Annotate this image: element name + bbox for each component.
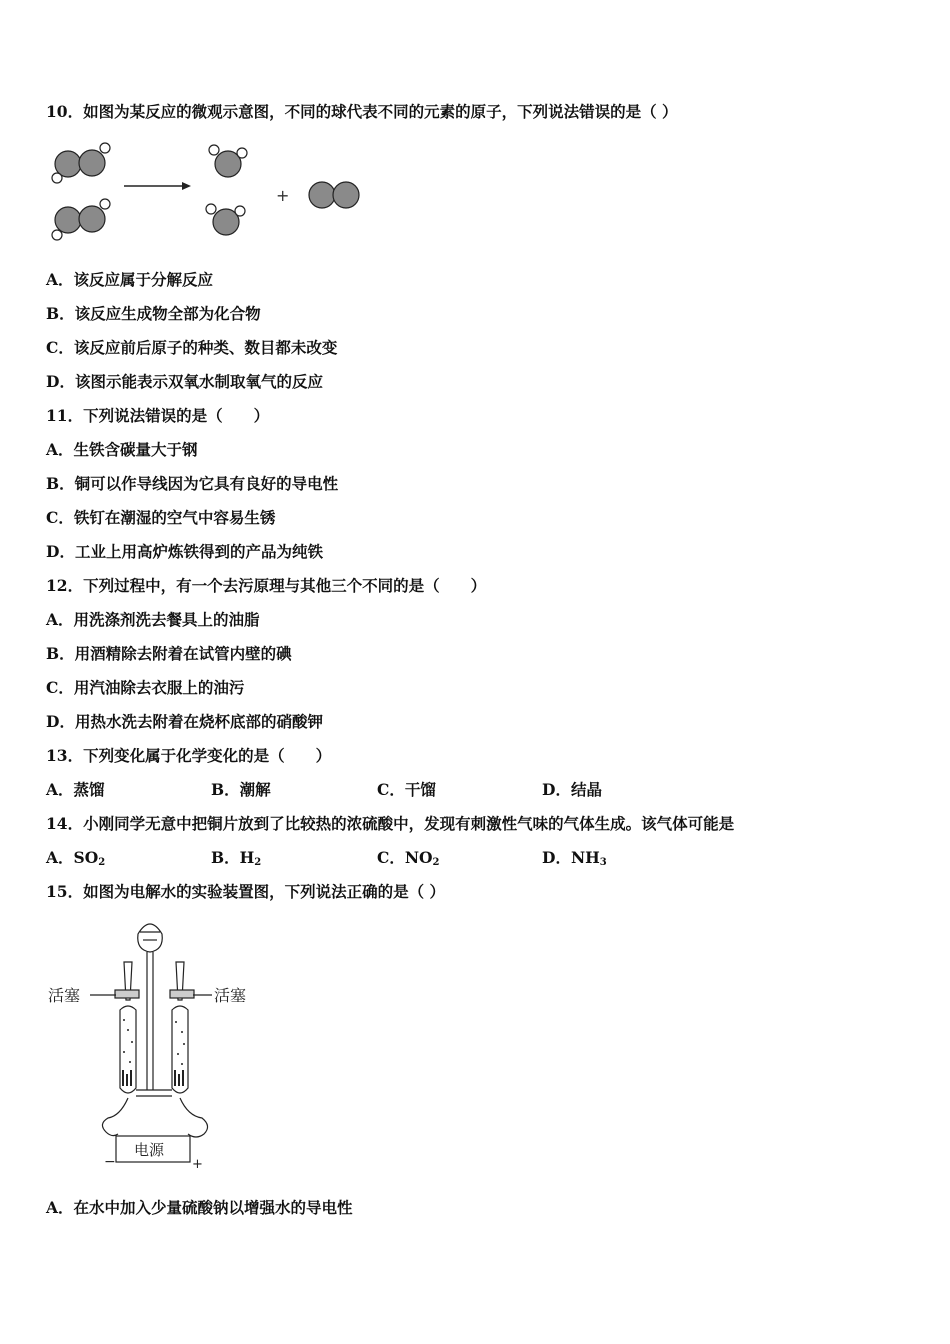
reactant-molecule-1 bbox=[52, 143, 110, 183]
q13-options bbox=[46, 780, 926, 800]
q14-options bbox=[46, 848, 926, 868]
product-oxygen bbox=[309, 182, 359, 208]
q12-stem: 12．下列过程中，有一个去污原理与其他三个不同的是（ ） bbox=[46, 576, 487, 595]
product-water-1 bbox=[209, 145, 247, 177]
q15-option-a: A．在水中加入少量硫酸钠以增强水的导电性 bbox=[46, 1198, 353, 1217]
q14-stem: 14．小刚同学无意中把铜片放到了比较热的浓硫酸中，发现有刺激性气味的气体生成。该气体可能是 bbox=[46, 814, 735, 833]
reactant-molecule-2 bbox=[52, 199, 110, 240]
q11-option-b: B．铜可以作导线因为它具有良好的导电性 bbox=[46, 474, 339, 493]
right-wire bbox=[180, 1098, 208, 1137]
negative-terminal: − bbox=[104, 1154, 116, 1170]
q11-option-d: D．工业上用高炉炼铁得到的产品为纯铁 bbox=[46, 542, 323, 561]
q12-option-a: A．用洗涤剂洗去餐具上的油脂 bbox=[46, 610, 260, 629]
q12-option-d: D．用热水洗去附着在烧杯底部的硝酸钾 bbox=[46, 712, 323, 731]
q14-option-d: D．$NH_3$ bbox=[542, 848, 607, 868]
q13-stem: 13．下列变化属于化学变化的是（ ） bbox=[46, 746, 332, 765]
electrolysis-apparatus bbox=[46, 912, 256, 1172]
q14-option-a: A．$SO_2$ bbox=[46, 848, 106, 868]
plus-sign: + bbox=[276, 186, 290, 205]
q11-stem: 11．下列说法错误的是（ ） bbox=[46, 406, 270, 425]
q10-stem: 10．如图为某反应的微观示意图，不同的球代表不同的元素的原子，下列说法错误的是（ ） bbox=[46, 102, 678, 121]
q13-option-a: A．蒸馏 bbox=[46, 780, 105, 799]
q10-option-c: C．该反应前后原子的种类、数目都未改变 bbox=[46, 338, 338, 357]
right-valve-label: 活塞 bbox=[214, 986, 247, 1005]
q13-option-d: D．结晶 bbox=[542, 780, 602, 799]
right-valve bbox=[170, 990, 194, 998]
q11-option-c: C．铁钉在潮湿的空气中容易生锈 bbox=[46, 508, 276, 527]
q10-option-b: B．该反应生成物全部为化合物 bbox=[46, 304, 261, 323]
q10-option-d: D．该图示能表示双氧水制取氧气的反应 bbox=[46, 372, 323, 391]
product-water-2 bbox=[206, 204, 245, 235]
left-wire bbox=[102, 1098, 128, 1136]
q15-stem: 15．如图为电解水的实验装置图，下列说法正确的是（ ） bbox=[46, 882, 445, 901]
q10-option-a: A．该反应属于分解反应 bbox=[46, 270, 214, 289]
q11-option-a: A．生铁含碳量大于钢 bbox=[46, 440, 198, 459]
funnel-bulb bbox=[138, 924, 163, 952]
left-valve bbox=[115, 990, 139, 998]
q14-option-c: C．$NO_2$ bbox=[377, 848, 440, 868]
left-valve-label: 活塞 bbox=[48, 986, 81, 1005]
q13-option-b: B．潮解 bbox=[211, 780, 271, 799]
q12-option-c: C．用汽油除去衣服上的油污 bbox=[46, 678, 245, 697]
q12-option-b: B．用酒精除去附着在试管内壁的碘 bbox=[46, 644, 292, 663]
reaction-diagram bbox=[46, 138, 376, 248]
positive-terminal: + bbox=[192, 1157, 203, 1172]
reaction-arrow bbox=[124, 182, 191, 190]
q13-option-c: C．干馏 bbox=[377, 780, 436, 799]
q14-option-b: B．$H_2$ bbox=[211, 848, 262, 868]
power-label: 电源 bbox=[134, 1141, 165, 1159]
